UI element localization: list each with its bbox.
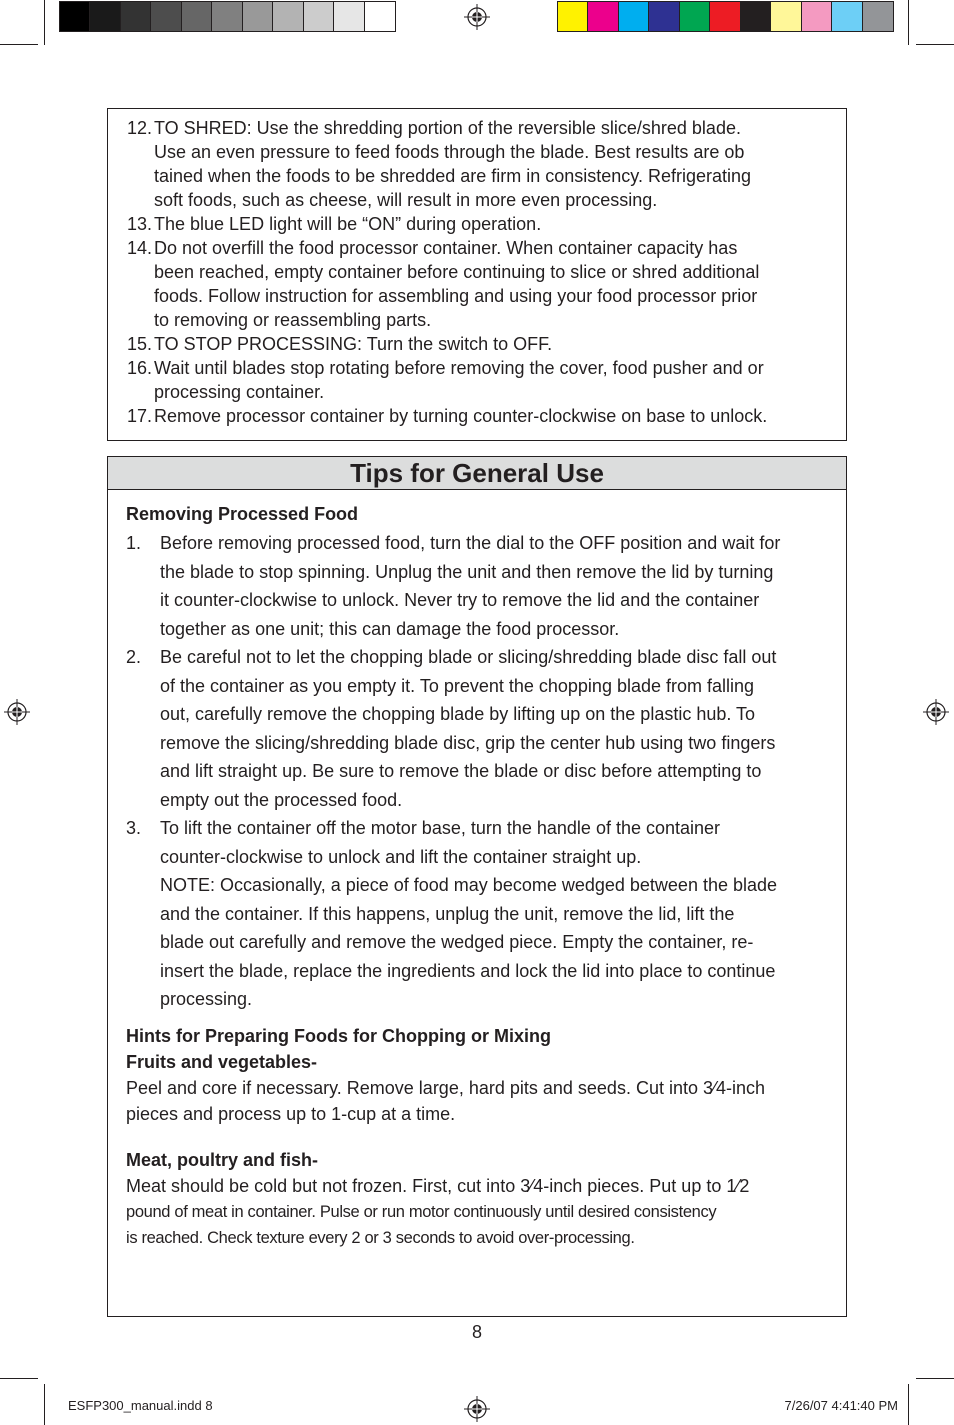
color-swatch — [771, 2, 801, 31]
crop-mark — [908, 1384, 909, 1425]
fruits-line: Peel and core if necessary. Remove large, hard pits and seeds. Cut into 3⁄4-inch — [126, 1077, 766, 1098]
date-slug: 7/26/07 4:41:40 PM — [784, 1398, 898, 1413]
color-swatch — [832, 2, 862, 31]
color-swatch — [680, 2, 710, 31]
registration-target-icon — [923, 699, 949, 725]
step-item-number: 12. — [126, 118, 152, 138]
gray-swatch — [60, 2, 90, 31]
step-item-number: 14. — [126, 238, 152, 258]
color-swatch — [619, 2, 649, 31]
tip-item-line: the blade to stop spinning. Unplug the unit and then remove the lid by turning — [160, 561, 774, 582]
step-item-line: Do not overfill the food processor container. When container capacity has — [154, 238, 738, 258]
step-item-number: 17. — [126, 406, 152, 426]
crop-mark — [908, 0, 909, 45]
step-item-line: to removing or reassembling parts. — [154, 310, 432, 330]
tip-item-line: it counter-clockwise to unlock. Never try to remove the lid and the container — [160, 590, 760, 610]
hints-heading: Hints for Preparing Foods for Chopping or Mixing — [126, 1025, 551, 1046]
grayscale-calibration-bar — [59, 1, 396, 32]
meat-line: pound of meat in container. Pulse or run motor continuously until desired consistency — [126, 1202, 717, 1221]
meat-heading: Meat, poultry and fish- — [126, 1149, 319, 1170]
step-item-line: Wait until blades stop rotating before removing the cover, food pusher and or — [154, 358, 764, 378]
registration-target-icon — [4, 699, 30, 725]
tip-item-line: counter-clockwise to unlock and lift the container straight up. — [160, 846, 642, 867]
registration-target-icon — [464, 1396, 490, 1422]
crop-mark — [44, 1384, 45, 1425]
registration-target-icon — [464, 4, 490, 30]
color-swatch — [802, 2, 832, 31]
tip-item — [126, 643, 838, 814]
meat-line: Meat should be cold but not frozen. First, cut into 3⁄4-inch pieces. Put up to 1⁄2 — [126, 1175, 750, 1196]
tip-item-line: of the container as you empty it. To prevent the chopping blade from falling — [160, 675, 755, 696]
gray-swatch — [90, 2, 120, 31]
tip-item-line: To lift the container off the motor base, turn the handle of the container — [160, 818, 721, 838]
fruits-paragraph — [126, 1075, 838, 1127]
tip-item-line: empty out the processed food. — [160, 789, 403, 810]
step-item-line: The blue LED light will be “ON” during operation. — [154, 214, 542, 234]
step-item — [122, 404, 832, 428]
tip-item-line: Be careful not to let the chopping blade or slicing/shredding blade disc fall out — [160, 647, 777, 667]
gray-swatch — [273, 2, 303, 31]
tips-box — [107, 456, 847, 1317]
crop-mark — [0, 44, 38, 45]
step-item — [122, 212, 832, 236]
step-item — [122, 236, 832, 332]
removing-heading: Removing Processed Food — [126, 504, 359, 524]
tip-item-line: remove the slicing/shredding blade disc, grip the center hub using two fingers — [160, 732, 776, 753]
gray-swatch — [121, 2, 151, 31]
color-swatch — [863, 2, 893, 31]
gray-swatch — [243, 2, 273, 31]
tip-item-line: and lift straight up. Be sure to remove the blade or disc before attempting to — [160, 761, 762, 781]
steps-box — [107, 108, 847, 441]
step-item-line: soft foods, such as cheese, will result in more even processing. — [154, 190, 658, 210]
steps-list — [122, 116, 832, 428]
tip-item-line: NOTE: Occasionally, a piece of food may become wedged between the blade — [160, 875, 778, 895]
step-item-line: foods. Follow instruction for assembling and using your food processor prior — [154, 286, 758, 306]
gray-swatch — [365, 2, 395, 31]
step-item — [122, 356, 832, 404]
tip-item-number: 2. — [126, 647, 142, 667]
step-item — [122, 116, 832, 212]
gray-swatch — [151, 2, 181, 31]
gray-swatch — [212, 2, 242, 31]
file-slug: ESFP300_manual.indd 8 — [68, 1398, 213, 1413]
step-item-line: Remove processor container by turning counter-clockwise on base to unlock. — [154, 406, 768, 426]
tips-body — [126, 501, 838, 1251]
tips-title: Tips for General Use — [108, 457, 846, 490]
fruits-heading: Fruits and vegetables- — [126, 1051, 318, 1072]
tip-item-line: together as one unit; this can damage the food processor. — [160, 618, 620, 639]
page-number: 8 — [471, 1322, 482, 1342]
step-item-number: 15. — [126, 334, 152, 354]
color-swatch — [588, 2, 618, 31]
tip-item-line: out, carefully remove the chopping blade by lifting up on the plastic hub. To — [160, 704, 756, 724]
step-item-line: TO STOP PROCESSING: Turn the switch to OFF. — [154, 334, 553, 354]
crop-mark — [44, 0, 45, 45]
step-item — [122, 332, 832, 356]
crop-mark — [916, 44, 954, 45]
step-item-line: TO SHRED: Use the shredding portion of the reversible slice/shred blade. — [154, 118, 741, 138]
step-item-number: 13. — [126, 214, 152, 234]
tip-item — [126, 814, 838, 1014]
crop-mark — [916, 1378, 954, 1379]
color-swatch — [710, 2, 740, 31]
color-swatch — [649, 2, 679, 31]
tip-item-line: blade out carefully and remove the wedged piece. Empty the container, re- — [160, 932, 754, 952]
color-swatch — [741, 2, 771, 31]
tip-item — [126, 529, 838, 643]
step-item-line: Use an even pressure to feed foods through the blade. Best results are ob — [154, 142, 745, 162]
tip-item-line: insert the blade, replace the ingredients and lock the lid into place to continue — [160, 960, 776, 981]
color-calibration-bar — [557, 1, 894, 32]
tip-item-number: 3. — [126, 818, 142, 838]
tips-list — [126, 529, 838, 1014]
gray-swatch — [334, 2, 364, 31]
step-item-number: 16. — [126, 358, 152, 378]
gray-swatch — [304, 2, 334, 31]
tip-item-number: 1. — [126, 533, 142, 553]
tip-item-line: and the container. If this happens, unplug the unit, remove the lid, lift the — [160, 903, 735, 924]
meat-line: is reached. Check texture every 2 or 3 seconds to avoid over-processing. — [126, 1228, 635, 1247]
color-swatch — [558, 2, 588, 31]
gray-swatch — [182, 2, 212, 31]
step-item-line: processing container. — [154, 382, 325, 402]
tip-item-line: Before removing processed food, turn the dial to the OFF position and wait for — [160, 533, 781, 553]
crop-mark — [0, 1378, 38, 1379]
fruits-line: pieces and process up to 1-cup at a time. — [126, 1103, 456, 1124]
step-item-line: been reached, empty container before continuing to slice or shred additional — [154, 262, 760, 282]
tip-item-line: processing. — [160, 989, 253, 1009]
step-item-line: tained when the foods to be shredded are firm in consistency. Refrigerating — [154, 166, 752, 186]
